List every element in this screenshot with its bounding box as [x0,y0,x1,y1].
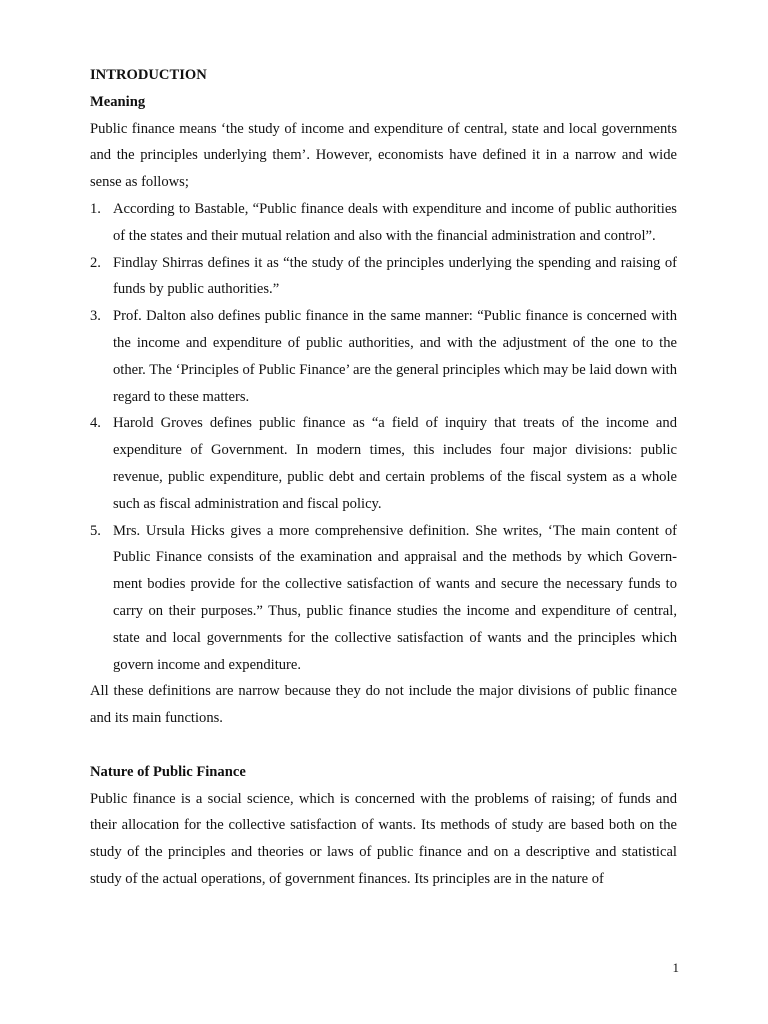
list-item-text: Harold Groves defines public finance as “a field of inquiry that treats of the income and expenditure of Government. In modern times, this includes four major divisions: public revenue, public expenditure, public debt and certain problems of the fiscal system as a whole such as fiscal administration and fiscal policy. [113,415,677,512]
page-number: 1 [672,960,679,975]
list-item-number: 4. [90,415,101,432]
list-item [90,250,677,304]
nature-heading: Nature of Public Finance [90,763,246,780]
document-page [90,62,677,893]
list-item [90,303,677,410]
document-title: INTRODUCTION [90,67,207,83]
list-item [90,410,677,517]
section-spacer [90,732,677,759]
list-item-number: 3. [90,308,101,325]
list-item-number: 5. [90,522,101,539]
list-item-text: Findlay Shirras defines it as “the study of the principles underlying the spending and raising of funds by public authorities.” [113,254,677,298]
definitions-list [90,196,677,678]
list-item-number: 1. [90,200,101,217]
list-item-text: Mrs. Ursula Hicks gives a more comprehensive definition. She writes, ‘The main content of Public Finance consists of the examination and appraisal and the methods by which Govern-ment bodies provide for the collective satisfaction of wants and secure the necessary funds to carry on their purposes.” Thus, public finance studies the income and expenditure of central, state and local governments for the collective satisfaction of wants and the principles which govern income and expenditure. [113,522,677,673]
nature-paragraph: Public finance is a social science, which is concerned with the problems of raising; of funds and their allocation for the collective satisfaction of wants. Its methods of study are based both on the study of the principles and theories or laws of public finance and on a descriptive and statistical study of the actual operations, of government finances. Its principles are in the nature of [90,790,677,887]
list-item [90,518,677,679]
intro-paragraph: Public finance means ‘the study of income and expenditure of central, state and local governments and the principles underlying them’. However, economists have defined it in a narrow and wide sense as follows; [90,120,677,191]
meaning-heading: Meaning [90,93,146,110]
summary-paragraph: All these definitions are narrow because they do not include the major divisions of public finance and its main functions. [90,683,677,727]
list-item-text: Prof. Dalton also defines public finance in the same manner: “Public finance is concerned with the income and expenditure of public authorities, and with the adjustment of the one to the other. The ‘Principles of Public Finance’ are the general principles which may be laid down with regard to these matters. [113,308,677,405]
list-item-number: 2. [90,254,101,271]
list-item [90,196,677,250]
list-item-text: According to Bastable, “Public finance deals with expenditure and income of public authorities of the states and their mutual relation and also with the financial administration and control”. [113,200,677,244]
